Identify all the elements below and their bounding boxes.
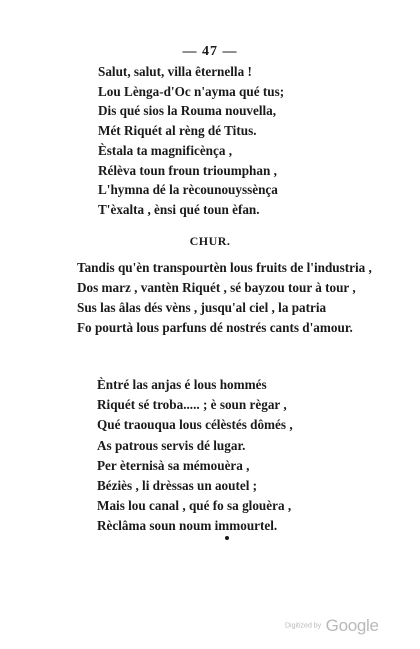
verse-line: Tandis qu'èn transpourtèn lous fruits de l'industria , [77, 260, 372, 275]
verse-line: Dos marz , vantèn Riquét , sé bayzou tour à tour , [77, 280, 356, 295]
verse-line: Sus las âlas dés vèns , jusqu'al ciel , la patria [77, 300, 327, 315]
verse-line: Èntré las anjas é lous hommés [97, 377, 267, 392]
verse-line: Èstala ta magnificènça , [98, 142, 233, 158]
verse-line: Salut, salut, villa êternella ! [98, 64, 252, 79]
verse-line: As patrous servis dé lugar. [97, 437, 246, 453]
verse-line: Mét Riquét al rèng dé Titus. [98, 123, 257, 139]
verse-line: T'èxalta , ènsi qué toun èfan. [98, 201, 260, 217]
verse-line: Rèclâma soun noum immourtel. [97, 518, 278, 534]
watermark-prefix: Digitized by [285, 622, 322, 630]
verse-line: Dis qué sios la Rouma nouvella, [98, 103, 277, 119]
verse-line: Fo pourtà lous parfuns dé nostrés cants d'amour. [77, 320, 353, 335]
verse-line: Qué traouqua lous célèstés dômés , [97, 417, 293, 433]
chorus-heading: CHUR. [189, 234, 231, 248]
verse-line: L'hymna dé la rècounouyssènça [98, 182, 278, 198]
page-number: — 47 — [182, 44, 238, 59]
verse-line: Per èternisà sa mémouèra , [97, 457, 250, 473]
stanza-3 [97, 375, 293, 537]
end-ornament-dot [225, 536, 229, 540]
stanza-1 [98, 62, 284, 220]
verse-line: Lou Lènga-d'Oc n'ayma qué tus; [98, 83, 285, 99]
verse-line: Rélèva toun froun trioumphan , [98, 162, 277, 178]
verse-line: Béziès , li drèssas un aoutel ; [97, 478, 258, 494]
google-logo: Google [325, 616, 379, 635]
verse-line: Riquét sé troba..... ; è soun règar , [97, 397, 287, 413]
chorus-stanza [77, 258, 372, 338]
verse-line: Mais lou canal , qué fo sa glouèra , [97, 498, 292, 514]
digitized-watermark [285, 616, 379, 636]
